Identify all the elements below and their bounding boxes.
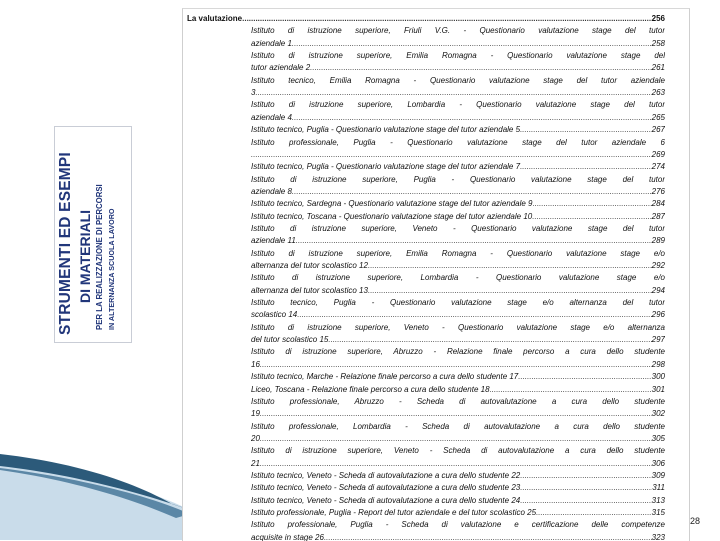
toc-entry-text: Istituto tecnico, Toscana - Questionario valutazione stage del tutor aziendale 10 (251, 211, 533, 221)
toc-row (183, 408, 689, 419)
toc-page-number: 309 (651, 470, 665, 480)
toc-entry-text: tutor aziendale 2 (251, 63, 311, 73)
toc-row (183, 359, 689, 370)
toc-row (183, 38, 689, 49)
toc-entry (251, 334, 665, 345)
toc-entry (251, 371, 665, 382)
toc-row (183, 421, 689, 432)
toc-row (183, 198, 689, 209)
toc-entry-text: Liceo, Toscana - Relazione finale percorso a cura dello studente 18 (251, 384, 490, 394)
toc-page-number: 292 (651, 261, 665, 270)
toc-entry-text: 3 (251, 88, 256, 98)
toc-leader-dots (296, 235, 652, 246)
toc-leader-dots (328, 334, 651, 345)
toc-leader-dots (368, 285, 652, 296)
toc-entry (251, 211, 665, 222)
toc-page-number: 297 (651, 335, 665, 345)
toc-row (183, 260, 689, 271)
toc-leader-dots (292, 186, 652, 197)
toc-entry-text: Istituto tecnico, Sardegna - Questionario valutazione stage del tutor aziendale 9 (251, 199, 533, 209)
toc-entry-text: Istituto professionale, Puglia - Questionario valutazione stage del tutor aziendale 6 (251, 137, 665, 147)
toc-entry (251, 285, 665, 296)
toc-row (183, 211, 689, 222)
toc-entry (251, 112, 665, 123)
toc-page-number: 300 (651, 372, 665, 382)
toc-leader-dots (292, 38, 652, 49)
toc-entry (251, 359, 665, 370)
toc-leader-dots (536, 507, 652, 518)
toc-entry-text: aziendale 11 (251, 236, 296, 246)
toc-entry (251, 62, 665, 73)
toc-entry-text: alternanza del tutor scolastico 13 (251, 285, 368, 295)
toc-entry-text: 20 (251, 433, 260, 443)
toc-entry-text: Istituto di istruzione superiore, Lombardia - Questionario valutazione stage del tutor (251, 100, 665, 110)
toc-entry-text: del tutor scolastico 15 (251, 335, 329, 345)
toc-leader-dots (251, 149, 652, 160)
toc-page-number: 261 (651, 63, 665, 73)
toc-entry-text: Istituto di istruzione superiore, Emilia Romagna - Questionario valutazione stage e/o (251, 248, 665, 258)
toc-entry (251, 260, 665, 271)
toc-page-number: 269 (651, 149, 665, 159)
toc-entry (251, 507, 665, 518)
toc-entry-text: Istituto di istruzione superiore, Emilia Romagna - Questionario valutazione stage del (251, 51, 665, 61)
sidebar-subtitle-line1: PER LA REALIZZAZIONE DI PERCORSI (95, 184, 104, 330)
toc-leader-dots (520, 470, 651, 481)
toc-entry (251, 235, 665, 246)
toc-entry-text: aziendale 8 (251, 186, 292, 196)
toc-leader-dots (520, 161, 652, 172)
toc-entry (251, 470, 665, 481)
toc-row (183, 149, 689, 160)
toc-leader-dots (292, 112, 652, 123)
toc-row (183, 297, 689, 308)
toc-row (183, 235, 689, 246)
toc-page-number: 289 (651, 236, 665, 246)
toc-row (183, 470, 689, 481)
toc-page-number: 267 (651, 125, 665, 135)
toc-leader-dots (533, 198, 652, 209)
toc-row (183, 75, 689, 86)
toc-entry (251, 482, 665, 493)
toc-row (183, 322, 689, 333)
toc-entry-text: Istituto professionale, Puglia - Scheda di valutazione e certificazione delle competenze (251, 520, 665, 530)
toc-row (183, 13, 689, 24)
toc-row (183, 161, 689, 172)
toc-leader-dots (520, 495, 651, 506)
toc-row (183, 433, 689, 444)
toc-entry (251, 495, 665, 506)
toc-entry-text: Istituto tecnico, Emilia Romagna - Questionario valutazione stage del tutor aziendale (251, 75, 665, 85)
toc-entry-text: acquisite in stage 26 (251, 532, 324, 541)
toc-page-number: 298 (651, 359, 665, 369)
toc-leader-dots (242, 13, 652, 24)
toc-page-number: 323 (651, 532, 665, 541)
toc-entry (251, 384, 665, 395)
toc-entry-text: aziendale 1 (251, 38, 292, 48)
toc-entry-text: Istituto di istruzione superiore, Veneto - Questionario valutazione stage e/o alternanza (251, 322, 665, 332)
toc-page-number: 315 (651, 508, 665, 517)
toc-row (183, 445, 689, 456)
toc-row (183, 482, 689, 493)
toc-entry-text: Istituto professionale, Abruzzo - Scheda di autovalutazione a cura dello studente (251, 396, 665, 406)
toc-leader-dots (520, 124, 652, 135)
toc-leader-dots (260, 458, 652, 469)
toc-entry-text: 21 (251, 458, 260, 468)
toc-entry-text: scolastico 14 (251, 310, 298, 320)
toc-entry (251, 124, 665, 135)
toc-entry (251, 87, 665, 98)
sidebar-subtitle-line2: IN ALTERNANZA SCUOLA LAVORO (107, 208, 116, 330)
toc-row (183, 62, 689, 73)
toc-row (183, 124, 689, 135)
toc-entry (251, 38, 665, 49)
toc-page-number: 284 (651, 199, 665, 209)
toc-entry-text: Istituto di istruzione superiore, Lombardia - Questionario valutazione stage e/o (251, 273, 665, 283)
toc-row (183, 458, 689, 469)
toc-entry (251, 161, 665, 172)
toc-row (183, 507, 689, 518)
toc-entry-text: Istituto professionale, Puglia - Report del tutor aziendale e del tutor scolastico 25 (251, 508, 537, 517)
toc-page-number: 263 (651, 88, 665, 98)
toc-entry-text: Istituto di istruzione superiore, Puglia - Questionario valutazione stage del tutor (251, 174, 665, 184)
toc-entry (251, 186, 665, 197)
toc-entry-text: alternanza del tutor scolastico 12 (251, 261, 368, 270)
toc-row (183, 495, 689, 506)
toc-row (183, 99, 689, 110)
toc-entry-text: 16 (251, 359, 260, 369)
toc-leader-dots (297, 309, 651, 320)
toc-entry-text: Istituto di istruzione superiore, Friuli V.G. - Questionario valutazione stage del tutor (251, 26, 665, 36)
toc-leader-dots (490, 384, 652, 395)
toc-page-number: 258 (651, 38, 665, 48)
toc-leader-dots (532, 211, 651, 222)
toc-entry-text: Istituto tecnico, Veneto - Scheda di autovalutazione a cura dello studente 23 (251, 483, 521, 493)
toc-leader-dots (260, 359, 652, 370)
toc-row (183, 396, 689, 407)
toc-page-number: 287 (651, 211, 665, 221)
toc-entry-text: Istituto di istruzione superiore, Abruzzo - Relazione finale percorso a cura dello studente (251, 347, 665, 357)
toc-row (183, 223, 689, 234)
toc-entry-text: Istituto tecnico, Veneto - Scheda di autovalutazione a cura dello studente 24 (251, 495, 521, 505)
toc-row (183, 248, 689, 259)
toc-entry-text: Istituto tecnico, Puglia - Questionario valutazione stage del tutor aziendale 7 (251, 162, 521, 172)
toc-page-number: 274 (651, 162, 665, 172)
sidebar-cover-label (54, 126, 132, 343)
toc-leader-dots (518, 371, 651, 382)
toc-row (183, 272, 689, 283)
toc-leader-dots (255, 87, 651, 98)
toc-page-number: 311 (652, 483, 665, 493)
toc-page-number: 265 (651, 112, 665, 122)
toc-leader-dots (310, 62, 651, 73)
toc-page-number: 301 (651, 384, 665, 394)
toc-page-number: 313 (651, 495, 665, 505)
table-of-contents-page (182, 8, 690, 541)
toc-row (183, 371, 689, 382)
toc-row (183, 50, 689, 61)
toc-row (183, 174, 689, 185)
toc-page-number: 306 (651, 458, 665, 468)
toc-entry-text: Istituto tecnico, Marche - Relazione finale percorso a cura dello studente 17 (251, 372, 519, 382)
toc-page-number: 294 (651, 285, 665, 295)
page-number: 28 (690, 516, 701, 526)
toc-entry-text: Istituto di istruzione superiore, Veneto - Scheda di autovalutazione a cura dello studente (251, 446, 665, 456)
toc-entry-text: La valutazione (187, 14, 243, 23)
toc-leader-dots (260, 408, 652, 419)
sidebar-title-line1: STRUMENTI ED ESEMPI (57, 152, 74, 335)
toc-section-heading (187, 13, 665, 24)
toc-row (183, 112, 689, 123)
toc-leader-dots (260, 433, 652, 444)
toc-entry-text: Istituto tecnico, Puglia - Questionario valutazione stage del tutor aziendale 5 (251, 125, 521, 135)
toc-row (183, 186, 689, 197)
toc-page-number: 305 (651, 433, 665, 443)
toc-leader-dots (368, 260, 652, 271)
toc-page-number: 256 (651, 14, 665, 23)
toc-entry-text: Istituto tecnico, Veneto - Scheda di autovalutazione a cura dello studente 22 (251, 470, 521, 480)
toc-row (183, 87, 689, 98)
toc-row (183, 334, 689, 345)
toc-entry (251, 309, 665, 320)
toc-page-number: 302 (651, 409, 665, 419)
toc-row (183, 137, 689, 148)
toc-row (183, 309, 689, 320)
toc-row (183, 285, 689, 296)
toc-row (183, 384, 689, 395)
toc-entry-text: Istituto di istruzione superiore, Veneto - Questionario valutazione stage del tutor (251, 223, 665, 233)
toc-entry-text: aziendale 4 (251, 112, 292, 122)
toc-row (183, 519, 689, 530)
toc-page-number: 296 (651, 310, 665, 320)
toc-page-number: 276 (651, 186, 665, 196)
toc-entry (251, 408, 665, 419)
toc-entry-text: Istituto professionale, Lombardia - Scheda di autovalutazione a cura dello studente (251, 421, 665, 431)
toc-entry (251, 198, 665, 209)
toc-entry (251, 458, 665, 469)
toc-entry-text: Istituto tecnico, Puglia - Questionario valutazione stage e/o alternanza del tutor (251, 298, 665, 308)
toc-row (183, 25, 689, 36)
toc-row (183, 346, 689, 357)
sidebar-title-line2: DI MATERIALI (77, 209, 93, 303)
toc-entry (251, 433, 665, 444)
toc-entry (251, 149, 665, 160)
toc-entry-text: 19 (251, 409, 260, 419)
toc-leader-dots (520, 482, 652, 493)
